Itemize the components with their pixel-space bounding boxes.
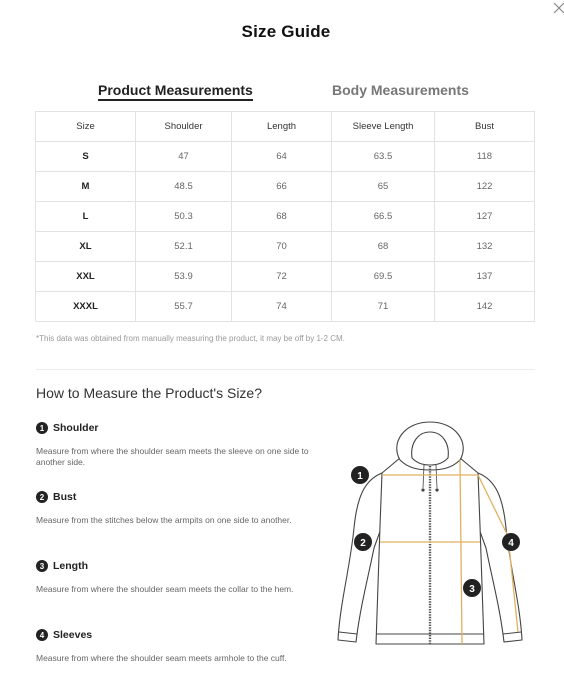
table-cell: 63.5 (332, 142, 435, 172)
marker-1 (351, 466, 369, 484)
table-cell: 48.5 (136, 172, 232, 202)
page-title: Size Guide (241, 22, 331, 41)
close-icon (553, 2, 564, 14)
table-row (36, 202, 535, 232)
how-to-title: How to Measure the Product's Size? (36, 385, 263, 401)
tab-product-measurements[interactable]: Product Measurements (98, 82, 253, 101)
section-divider (36, 369, 535, 370)
svg-text:1: 1 (357, 471, 363, 482)
step-sleeves (36, 628, 311, 664)
table-cell: XXL (36, 262, 136, 292)
hoodie-diagram (330, 418, 530, 653)
table-cell: 118 (435, 142, 535, 172)
table-cell: 71 (332, 292, 435, 322)
table-cell: 68 (232, 202, 332, 232)
table-cell: 53.9 (136, 262, 232, 292)
table-cell: M (36, 172, 136, 202)
table-cell: 137 (435, 262, 535, 292)
table-cell: S (36, 142, 136, 172)
step-number-badge: 4 (36, 629, 48, 641)
step-label: Length (53, 560, 88, 572)
header-bust: Bust (435, 112, 535, 142)
step-description: Measure from the stitches below the armpits on one side to another. (36, 515, 292, 525)
svg-text:3: 3 (469, 584, 475, 595)
hoodie-illustration (330, 418, 530, 653)
header-size: Size (36, 112, 136, 142)
step-label: Sleeves (53, 629, 93, 641)
measurement-tabs (0, 82, 564, 102)
table-cell: 70 (232, 232, 332, 262)
table-row (36, 292, 535, 322)
step-bust (36, 490, 311, 526)
table-cell: 55.7 (136, 292, 232, 322)
table-cell: 142 (435, 292, 535, 322)
size-table (35, 111, 535, 322)
measurement-note: *This data was obtained from manually measuring the product, it may be off by 1-2 CM. (36, 334, 345, 343)
table-header-row (36, 112, 535, 142)
marker-4 (502, 533, 520, 551)
svg-text:4: 4 (508, 538, 514, 549)
close-button[interactable] (553, 2, 564, 14)
header-shoulder: Shoulder (136, 112, 232, 142)
step-number-badge: 2 (36, 491, 48, 503)
table-row (36, 262, 535, 292)
step-number-badge: 1 (36, 422, 48, 434)
table-cell: 122 (435, 172, 535, 202)
step-description: Measure from where the shoulder seam meets the sleeve on one side to another side. (36, 446, 309, 467)
table-cell: 68 (332, 232, 435, 262)
marker-2 (354, 533, 372, 551)
step-number-badge: 3 (36, 560, 48, 572)
header-length: Length (232, 112, 332, 142)
table-cell: XL (36, 232, 136, 262)
table-row (36, 172, 535, 202)
table-cell: 52.1 (136, 232, 232, 262)
table-cell: 127 (435, 202, 535, 232)
marker-3 (463, 579, 481, 597)
table-cell: 66 (232, 172, 332, 202)
header-sleeve-length: Sleeve Length (332, 112, 435, 142)
tab-body-measurements[interactable]: Body Measurements (332, 82, 469, 98)
table-cell: L (36, 202, 136, 232)
table-cell: 132 (435, 232, 535, 262)
table-cell: XXXL (36, 292, 136, 322)
table-cell: 69.5 (332, 262, 435, 292)
table-cell: 72 (232, 262, 332, 292)
table-cell: 50.3 (136, 202, 232, 232)
svg-text:2: 2 (360, 538, 366, 549)
table-cell: 64 (232, 142, 332, 172)
step-description: Measure from where the shoulder seam meets armhole to the cuff. (36, 653, 287, 663)
step-length (36, 559, 311, 595)
step-label: Shoulder (53, 422, 99, 434)
table-cell: 47 (136, 142, 232, 172)
step-label: Bust (53, 491, 77, 503)
step-description: Measure from where the shoulder seam meets the collar to the hem. (36, 584, 294, 594)
table-cell: 74 (232, 292, 332, 322)
table-row (36, 232, 535, 262)
table-cell: 66.5 (332, 202, 435, 232)
step-shoulder (36, 421, 311, 468)
table-cell: 65 (332, 172, 435, 202)
table-row (36, 142, 535, 172)
